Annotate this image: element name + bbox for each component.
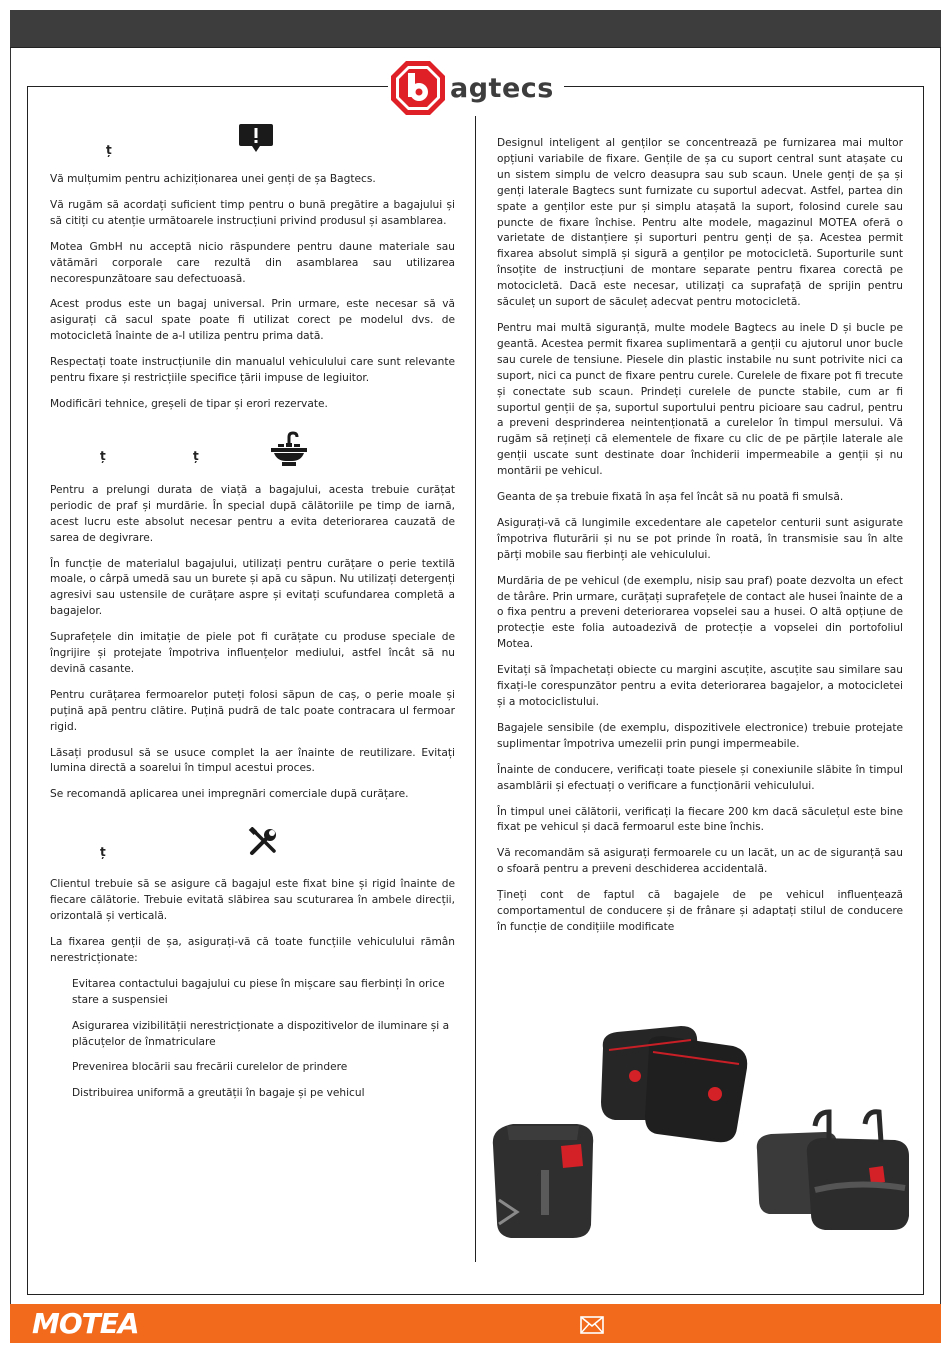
- paragraph: Pentru curățarea fermoarelor puteți folosi săpun de caș, o perie moale și puțină apă pentru clătire. Puțină pudră de talc poate contracara ul fermoar rigid.: [50, 688, 455, 733]
- paragraph: Clientul trebuie să se asigure că bagajul este fixat bine și rigid înainte de fiecare călătorie. Trebuie evitată slăbirea sau scuturarea în ambele direcții, orizontală și verticală.: [50, 878, 455, 923]
- paragraph: Evitați să împachetați obiecte cu margini ascuțite, ascuțite sau similare sau fixați-le corespunzător pentru a evita deteriorarea bagajelor, a motocicletei și a motociclistului.: [497, 664, 903, 708]
- mail-icon[interactable]: [580, 1316, 604, 1338]
- paragraph: Pentru a prelungi durata de viață a bagajului, acesta trebuie curățat periodic de praf și murdărie. În special după călătoriile pe timp de iarnă, acest lucru este absolut necesar pentru a evita deteriorarea cauzată de sarea de degivrare.: [50, 483, 455, 544]
- paragraph: Modificări tehnice, greșeli de tipar și erori rezervate.: [50, 397, 328, 410]
- list-item: Asigurarea vizibilității nerestricționate a dispozitivelor de iluminare și a plăcuțelor de înmatriculare: [72, 1019, 450, 1048]
- heading-glyph: ț: [100, 845, 106, 860]
- paragraph: Suprafețele din imitație de piele pot fi curățate cu produse speciale de îngrijire și protejate împotriva influențelor mediului, astfel încât să nu devină casante.: [50, 631, 455, 675]
- paragraph: Lăsați produsul să se usuce complet la aer înainte de reutilizare. Evitați lumina directă a soarelui în timpul acestui proces.: [50, 746, 455, 775]
- paragraph: Țineți cont de faptul că bagajele de pe vehicul influențează comportamentul de conducere și de frânare și adaptați stilul de conducere în funcție de condițiile modificate: [497, 889, 903, 933]
- paragraph: Geanta de șa trebuie fixată în așa fel încât să nu poată fi smulsă.: [497, 491, 844, 504]
- paragraph: Motea GmbH nu acceptă nicio răspundere pentru daune materiale sau vătămări corporale care rezultă din asamblarea sau utilizarea necorespunzătoare sau defectuoasă.: [50, 240, 455, 285]
- right-column: [497, 136, 903, 946]
- paragraph: Designul inteligent al genților se concentrează pe furnizarea mai multor opțiuni variabile de fixare. Gențile de șa cu suport central sunt atașate cu un sistem simplu de velcro deasupra sau sub scaun. Unele genți de șa și genți laterale Bagtecs sunt furnizate cu suportul adecvat. Astfel, partea din spate a genților este pur și simplu atașată la suport, folosind curele sau puncte de fixare închise. Pentru alte modele, magazinul MOTEA oferă o varietate de distanțiere și suporturi pentru genți de șa. Acestea permit fixarea absolut simplă și sigură a genților pe motocicletă. Suporturile sunt însoțite de instrucțiuni de montare separate pentru fixarea corectă pe motocicletă. Dacă este necesar, utilizați ca suprafață de sprijin pentru săculeț un suport de săculeț adecvat pentru motocicletă.: [497, 137, 903, 309]
- left-column: [50, 120, 455, 1112]
- paragraph: Se recomandă aplicarea unei impregnări comerciale după curățare.: [50, 788, 409, 801]
- tools-icon: [248, 827, 278, 863]
- section-1-heading: [50, 120, 455, 172]
- paragraph: Bagajele sensibile (de exemplu, dispozitivele electronice) trebuie protejate suplimentar împotriva umezelii prin pungi impermeabile.: [497, 721, 903, 750]
- fixing-checklist: [50, 977, 455, 1102]
- paragraph: Acest produs este un bagaj universal. Prin urmare, este necesar să vă asigurați că sacul spate poate fi utilizat corect pe modelul dvs. de motocicletă înainte de a-l utiliza pentru prima dată.: [50, 298, 455, 343]
- section-2-heading: [50, 423, 455, 483]
- alert-message-icon: [238, 122, 274, 160]
- product-photo: [485, 1020, 915, 1245]
- paragraph: Asigurați-vă că lungimile excedentare ale capetelor centurii sunt asigurate împotriva fluturării și nu se pot prinde în roată, în transmisie sau în alte părți mobile sau fierbinți ale vehiculului.: [497, 516, 903, 561]
- list-item: Distribuirea uniformă a greutății în bagaje și pe vehicul: [72, 1087, 365, 1100]
- column-divider: [475, 116, 476, 1262]
- paragraph: Vă mulțumim pentru achiziționarea unei genți de șa Bagtecs.: [50, 173, 376, 185]
- list-item: Prevenirea blocării sau frecării curelelor de prindere: [72, 1061, 348, 1074]
- bagtecs-logo: [388, 58, 564, 118]
- paragraph: Pentru mai multă siguranță, multe modele Bagtecs au inele D și bucle pe geantă. Acestea permit fixarea suplimentară a genții cu ajutorul unor bucle sau curele de tensiune. Piesele din plastic instabile nu sunt potrivite nici ca suport, nici ca punct de fixare pentru curele. Curelele de fixare pot fi trecute și conectate sub scaun. Prindeți curelele de puncte stabile, cum ar fi suportul genții de șa, suportul suportului pentru picioare sau cadrul, pentru a preveni desprinderea neintenționată a curelelor în timpul mersului. Vă rugăm să rețineți că elementele de fixare cu clic de pe părțile laterale ale genții uscate sunt destinate doar închiderii impermeabile a genții și nu montării pe vehicul.: [497, 321, 903, 478]
- paragraph: Murdăria de pe vehicul (de exemplu, nisip sau praf) poate dezvolta un efect de târâre. Prin urmare, curățați suprafețele de contact ale husei înainte de a o fixa pentru a preveni deteriorarea vopselei sau a husei. O altă opțiune de protecție este folia autoadezivă de protecție a vopselei din portofoliul Motea.: [497, 574, 903, 651]
- saddle-bags-image: [601, 1026, 747, 1142]
- heading-glyph: ț: [193, 448, 199, 463]
- header-bar: [10, 10, 941, 48]
- paragraph: Vă rugăm să acordați suficient timp pentru o bună pregătire a bagajului și să citiți cu atenție următoarele instrucțiuni privind produsul și asamblarea.: [50, 198, 455, 227]
- section-3-heading: [50, 813, 455, 877]
- dry-bag-image: [493, 1124, 593, 1238]
- sink-cleaning-icon: [270, 431, 308, 473]
- heading-glyph: ț: [106, 143, 112, 157]
- paragraph: Vă recomandăm să asigurați fermoarele cu un lacăt, un ac de siguranță sau o sfoară pentru a preveni deschiderea accidentală.: [497, 847, 903, 876]
- bagtecs-logo-icon: [388, 58, 448, 118]
- motea-brand-logo: MOTEA: [32, 1307, 139, 1340]
- logo-text: agtecs: [450, 72, 554, 104]
- footer-bar: [10, 1304, 941, 1343]
- paragraph: În timpul unei călătorii, verificați la fiecare 200 km dacă săculețul este bine fixat pe vehicul și dacă fermoarul este bine închis.: [497, 805, 903, 834]
- paragraph: Înainte de conducere, verificați toate piesele și conexiunile slăbite în timpul asamblării și efectuați o verificare a funcționării vehiculului.: [497, 763, 903, 792]
- dual-bags-image: [757, 1112, 909, 1230]
- paragraph: În funcție de materialul bagajului, utilizați pentru curățare o perie textilă moale, o cârpă umedă sau un burete și apă cu săpun. Nu utilizați detergenți agresivi sau ustensile de curățare aspre și evitați scufundarea completă a bagajelor.: [50, 557, 455, 618]
- heading-glyph: ț: [100, 448, 106, 463]
- paragraph: La fixarea genții de șa, asigurați-vă că toate funcțiile vehiculului rămân nerestricționate:: [50, 936, 455, 964]
- list-item: Evitarea contactului bagajului cu piese în mișcare sau fierbinți în orice stare a suspensiei: [72, 977, 445, 1006]
- paragraph: Respectați toate instrucțiunile din manualul vehiculului care sunt relevante pentru fixare și restricțiile specifice țării impuse de legiuitor.: [50, 356, 455, 385]
